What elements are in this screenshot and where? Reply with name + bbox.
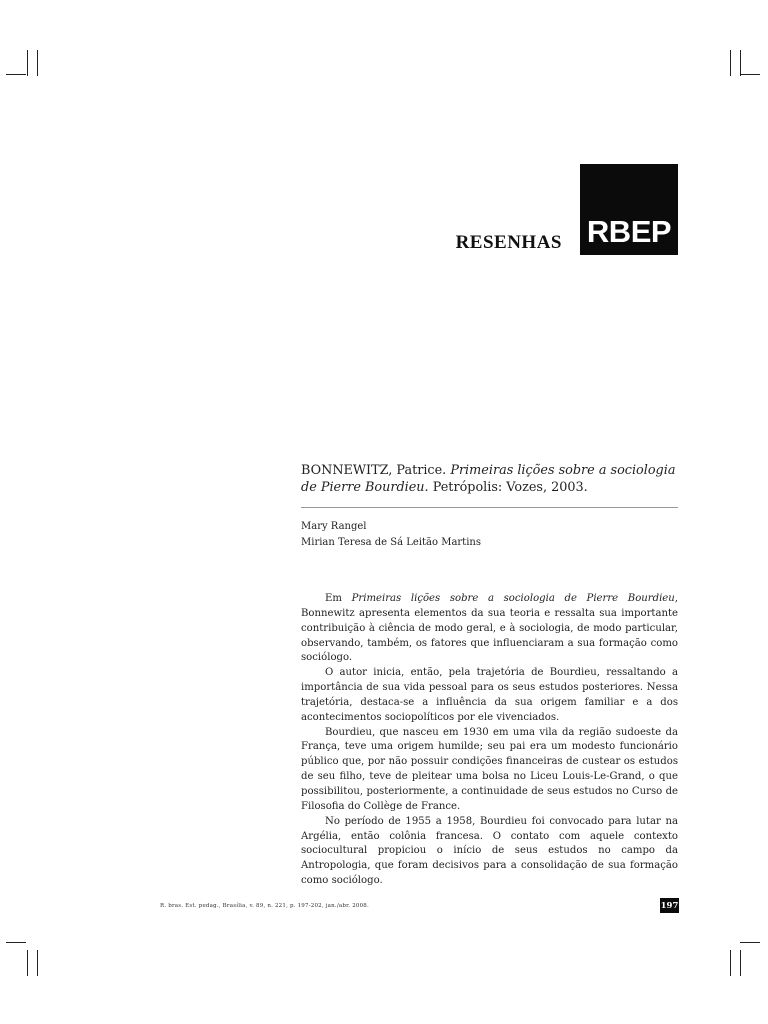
crop-mark <box>730 950 731 976</box>
crop-mark <box>27 50 28 76</box>
citation-author: BONNEWITZ, Patrice. <box>301 463 447 478</box>
crop-mark <box>6 942 26 943</box>
page-number: 197 <box>660 898 679 913</box>
crop-mark <box>740 950 741 976</box>
paragraph: Bourdieu, que nasceu em 1930 em uma vila da região sudoeste da França, teve uma origem humilde; seu pai era um modesto funcionário público que, por não possuir condições financeiras de custear os estudos de seu filho, teve de pleitear uma bolsa no Liceu Louis-Le-Grand, o que possibilitou, posteriormente, a continuidade de seus estudos no Curso de Filosofia do Collège de France. <box>301 726 678 812</box>
section-title: RESENHAS <box>455 232 562 253</box>
journal-logo <box>580 164 678 255</box>
crop-mark <box>740 942 760 943</box>
paragraph-intro: Em <box>325 593 342 604</box>
paragraph-rest: , Bonnewitz apresenta elementos da sua teoria e ressalta sua importante contribuição à ciência de modo geral, e à sociologia, de modo particular, observando, também, os fatores que influenciaram a sua formação como sociólogo. <box>301 593 678 664</box>
paragraph: No período de 1955 a 1958, Bourdieu foi convocado para lutar na Argélia, então colônia francesa. O contato com aquele contexto sociocultural propiciou o início de seus estudos no campo da Antropologia, que foram decisivos para a consolidação de sua formação como sociólogo. <box>301 815 678 887</box>
review-body <box>301 592 678 889</box>
crop-mark <box>740 74 760 75</box>
book-title-inline: Primeiras lições sobre a sociologia de Pierre Bourdieu <box>351 593 675 604</box>
divider <box>301 507 678 508</box>
journal-reference: R. bras. Est. pedag., Brasília, v. 89, n. 221, p. 197-202, jan./abr. 2008. <box>160 903 369 909</box>
citation-title: Primeiras lições sobre a sociologia de Pierre Bourdieu. <box>301 463 676 495</box>
reviewer-name: Mirian Teresa de Sá Leitão Martins <box>301 537 481 548</box>
paragraph <box>301 592 678 666</box>
paragraph: O autor inicia, então, pela trajetória de Bourdieu, ressaltando a importância de sua vida pessoal para os seus estudos posteriores. Nessa trajetória, destaca-se a influência da sua origem familiar e a dos acontecimentos sociopolíticos por ele vivenciados. <box>301 667 678 723</box>
citation-publisher: Petrópolis: Vozes, 2003. <box>432 480 588 495</box>
reviewer-name: Mary Rangel <box>301 521 367 532</box>
reviewers <box>301 519 681 551</box>
crop-mark <box>6 74 26 75</box>
crop-mark <box>740 50 741 76</box>
crop-mark <box>730 50 731 76</box>
logo-text: RBEP <box>586 214 672 249</box>
crop-mark <box>27 950 28 976</box>
crop-mark <box>37 950 38 976</box>
book-citation <box>301 462 681 496</box>
crop-mark <box>37 50 38 76</box>
